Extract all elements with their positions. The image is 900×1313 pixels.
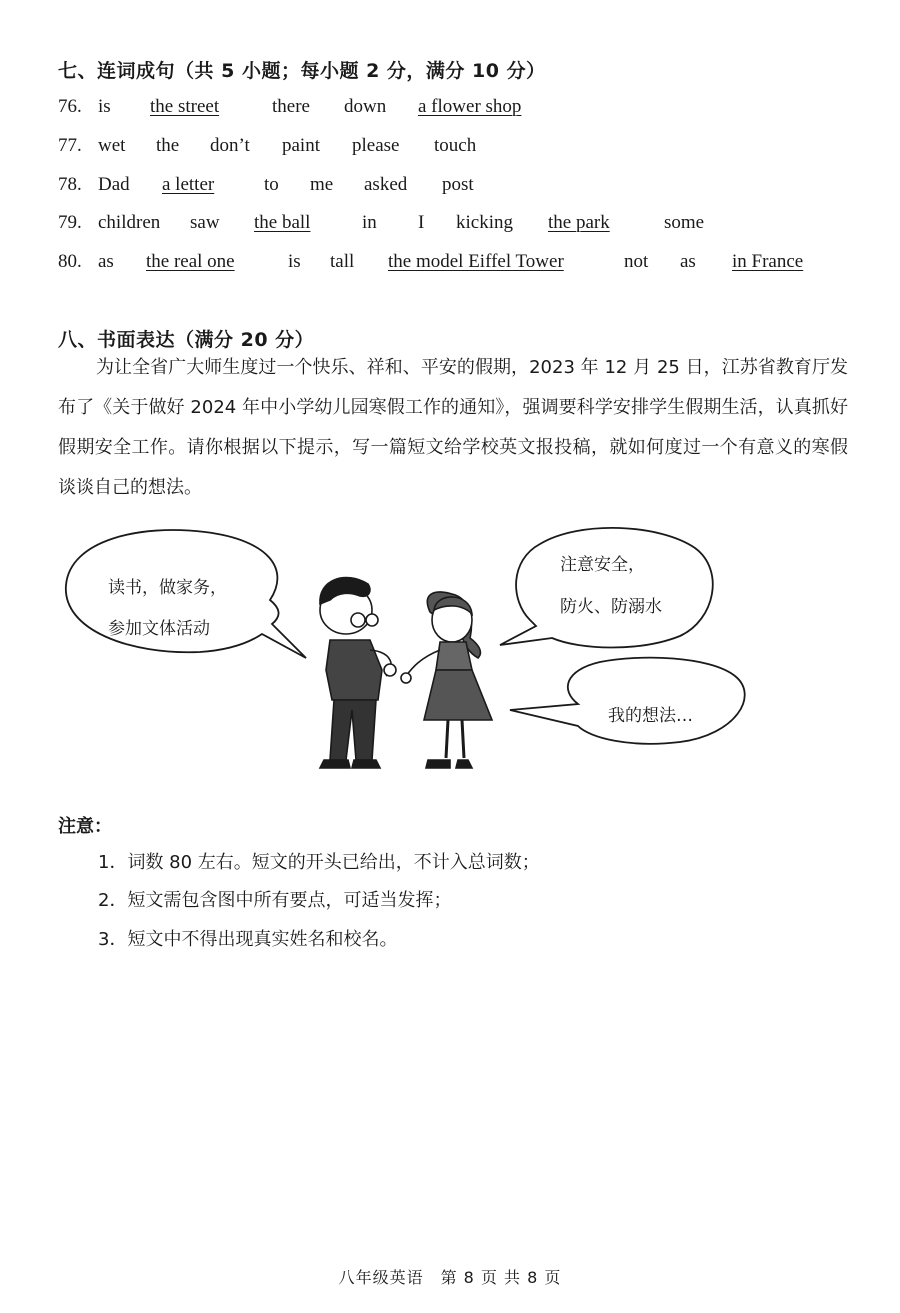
word-underlined: the street [150,96,220,117]
word: post [442,174,474,195]
word: me [310,174,334,195]
children-illustration [0,520,900,790]
note-item-2: 2．短文需包含图中所有要点，可适当发挥； [98,890,452,911]
word: as [680,251,696,272]
word-underlined: a flower shop [418,96,522,117]
word-underlined: in France [732,251,804,272]
note-item-1: 1．词数 80 左右。短文的开头已给出，不计入总词数； [98,852,540,873]
word: Dad [98,174,130,195]
word-underlined: the park [548,212,610,233]
word: wet [98,135,126,156]
word: not [624,251,649,272]
word-underlined: the ball [254,212,311,233]
word-underlined: the real one [146,251,235,272]
question-number: 76. [58,96,82,117]
left-bubble-line-2: 参加文体活动 [108,619,210,639]
word: I [418,212,425,233]
left-bubble-line-1: 读书，做家务， [108,578,227,598]
word: children [98,212,161,233]
word: kicking [456,212,513,233]
section-8-heading: 八、书面表达（满分 20 分） [58,329,315,351]
word: saw [190,212,220,233]
word: there [272,96,310,117]
question-76 [58,96,858,126]
word-underlined: the model Eiffel Tower [388,251,564,272]
question-78 [58,174,858,204]
word: the [156,135,180,156]
word: asked [364,174,408,195]
notes-title: 注意： [58,816,112,837]
question-number: 80. [58,251,82,272]
question-79 [58,212,858,242]
word: as [98,251,114,272]
writing-prompt-paragraph: 为让全省广大师生度过一个快乐、祥和、平安的假期，2023 年 12 月 25 日，江苏省教育厅发布了《关于做好 2024 年中小学幼儿园寒假工作的通知》，强调要科学安排学生假期生活，认真抓好假期安全工作。请你根据以下提示，写一篇短文给学校英文报投稿，就如何度过一个有意义的寒假谈谈自己的想法。 [58,357,848,498]
section-7-heading: 七、连词成句（共 5 小题；每小题 2 分，满分 10 分） [58,60,546,82]
word: don’t [210,135,250,156]
word: is [288,251,301,272]
bottom-bubble-text: 我的想法… [608,706,693,726]
word: in [362,212,377,233]
word: to [264,174,279,195]
question-80 [58,251,858,281]
right-bubble-line-1: 注意安全， [560,555,645,575]
word: is [98,96,111,117]
note-item-3: 3．短文中不得出现真实姓名和校名。 [98,929,398,950]
word: please [352,135,400,156]
question-number: 78. [58,174,82,195]
word: paint [282,135,320,156]
word: some [664,212,705,233]
word-underlined: a letter [162,174,215,195]
right-bubble-line-2: 防火、防溺水 [560,597,662,617]
word: down [344,96,387,117]
boy-figure [320,578,396,768]
question-number: 77. [58,135,82,156]
girl-figure [401,592,492,768]
word: touch [434,135,477,156]
question-number: 79. [58,212,82,233]
question-77 [58,135,858,165]
page-footer: 八年级英语 第 8 页 共 8 页 [338,1268,562,1287]
word: tall [330,251,355,272]
